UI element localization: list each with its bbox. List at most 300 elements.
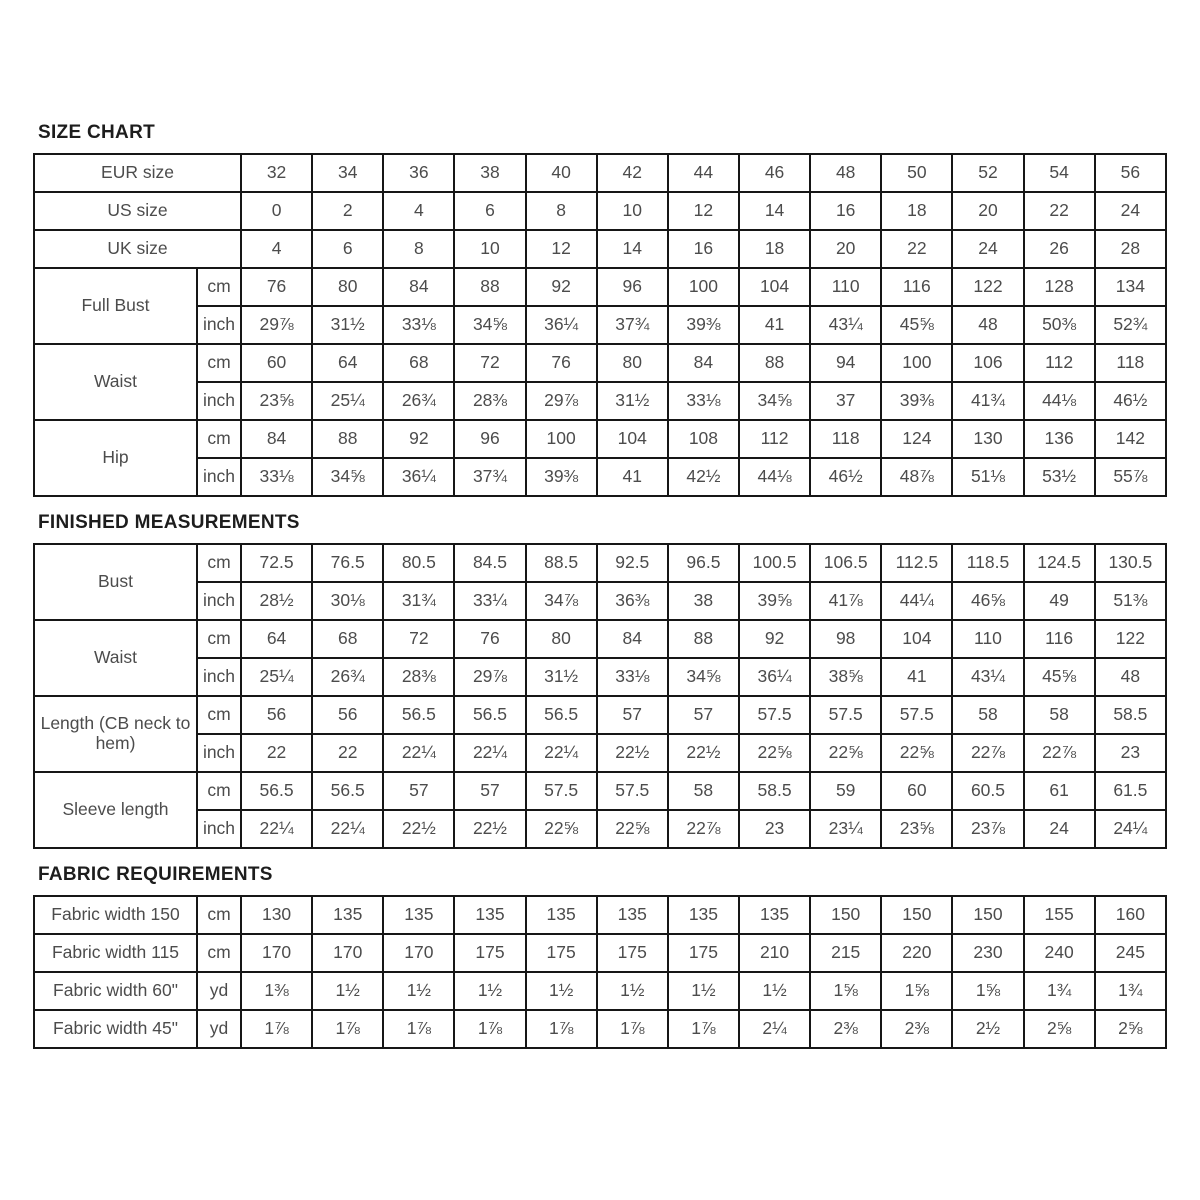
value-cell: 1½ (739, 972, 810, 1010)
value-cell: 135 (739, 896, 810, 934)
value-cell: 150 (881, 896, 952, 934)
value-cell: 26¾ (312, 658, 383, 696)
table-row (34, 230, 1166, 268)
value-cell: 130 (241, 896, 312, 934)
value-cell: 34⅝ (739, 382, 810, 420)
value-cell: 57 (668, 696, 739, 734)
value-cell: 10 (454, 230, 525, 268)
unit-label: cm (197, 544, 241, 582)
value-cell: 56 (241, 696, 312, 734)
value-cell: 22 (312, 734, 383, 772)
value-cell: 84 (597, 620, 668, 658)
value-cell: 40 (526, 154, 597, 192)
value-cell: 16 (810, 192, 881, 230)
value-cell: 39⅜ (526, 458, 597, 496)
table-row (34, 420, 1166, 458)
value-cell: 6 (312, 230, 383, 268)
value-cell: 22½ (383, 810, 454, 848)
value-cell: 45⅝ (881, 306, 952, 344)
value-cell: 22⅝ (739, 734, 810, 772)
value-cell: 51⅜ (1095, 582, 1166, 620)
value-cell: 92 (383, 420, 454, 458)
value-cell: 23 (739, 810, 810, 848)
value-cell: 104 (739, 268, 810, 306)
value-cell: 170 (312, 934, 383, 972)
value-cell: 23⅝ (241, 382, 312, 420)
value-cell: 31½ (597, 382, 668, 420)
value-cell: 56 (312, 696, 383, 734)
value-cell: 175 (454, 934, 525, 972)
value-cell: 4 (383, 192, 454, 230)
value-cell: 22⅞ (952, 734, 1023, 772)
value-cell: 12 (526, 230, 597, 268)
value-cell: 100 (526, 420, 597, 458)
row-label: Full Bust (34, 268, 197, 344)
value-cell: 1⅝ (810, 972, 881, 1010)
value-cell: 61 (1024, 772, 1095, 810)
value-cell: 34⅞ (526, 582, 597, 620)
value-cell: 136 (1024, 420, 1095, 458)
value-cell: 33⅛ (383, 306, 454, 344)
value-cell: 22½ (454, 810, 525, 848)
value-cell: 1⅞ (454, 1010, 525, 1048)
value-cell: 80 (526, 620, 597, 658)
value-cell: 110 (952, 620, 1023, 658)
value-cell: 33⅛ (668, 382, 739, 420)
row-label: Length (CB neck to hem) (34, 696, 197, 772)
value-cell: 1½ (383, 972, 454, 1010)
value-cell: 25¼ (241, 658, 312, 696)
value-cell: 48⅞ (881, 458, 952, 496)
table-row (34, 192, 1166, 230)
value-cell: 1⅞ (526, 1010, 597, 1048)
section-title: FINISHED MEASUREMENTS (38, 512, 300, 533)
value-cell: 31½ (312, 306, 383, 344)
sections-container (33, 122, 1167, 1049)
value-cell: 57.5 (810, 696, 881, 734)
table-row (34, 382, 1166, 420)
value-cell: 220 (881, 934, 952, 972)
row-label: UK size (34, 230, 241, 268)
value-cell: 24 (1024, 810, 1095, 848)
value-cell: 64 (312, 344, 383, 382)
value-cell: 80 (312, 268, 383, 306)
value-cell: 48 (810, 154, 881, 192)
value-cell: 84 (383, 268, 454, 306)
value-cell: 64 (241, 620, 312, 658)
value-cell: 0 (241, 192, 312, 230)
value-cell: 41 (739, 306, 810, 344)
row-label: Sleeve length (34, 772, 197, 848)
value-cell: 1⅞ (241, 1010, 312, 1048)
value-cell: 8 (383, 230, 454, 268)
value-cell: 1⅞ (383, 1010, 454, 1048)
row-label: Fabric width 115 (34, 934, 197, 972)
value-cell: 135 (526, 896, 597, 934)
value-cell: 38 (668, 582, 739, 620)
unit-label: cm (197, 896, 241, 934)
value-cell: 46½ (1095, 382, 1166, 420)
row-label: Fabric width 45" (34, 1010, 197, 1048)
table-row (34, 772, 1166, 810)
value-cell: 38 (454, 154, 525, 192)
value-cell: 20 (952, 192, 1023, 230)
value-cell: 170 (383, 934, 454, 972)
unit-label: cm (197, 268, 241, 306)
value-cell: 16 (668, 230, 739, 268)
measurement-table (33, 543, 1167, 849)
value-cell: 57.5 (597, 772, 668, 810)
table-row (34, 268, 1166, 306)
value-cell: 170 (241, 934, 312, 972)
table-row (34, 934, 1166, 972)
value-cell: 92.5 (597, 544, 668, 582)
value-cell: 88 (312, 420, 383, 458)
value-cell: 22¼ (526, 734, 597, 772)
value-cell: 34⅝ (454, 306, 525, 344)
unit-label: cm (197, 696, 241, 734)
value-cell: 56.5 (454, 696, 525, 734)
value-cell: 84.5 (454, 544, 525, 582)
value-cell: 2 (312, 192, 383, 230)
section-title: SIZE CHART (38, 122, 155, 143)
value-cell: 1½ (668, 972, 739, 1010)
value-cell: 215 (810, 934, 881, 972)
value-cell: 118.5 (952, 544, 1023, 582)
value-cell: 96.5 (668, 544, 739, 582)
value-cell: 2⅜ (881, 1010, 952, 1048)
unit-label: cm (197, 344, 241, 382)
value-cell: 24 (952, 230, 1023, 268)
value-cell: 68 (312, 620, 383, 658)
value-cell: 68 (383, 344, 454, 382)
value-cell: 36¼ (526, 306, 597, 344)
value-cell: 122 (1095, 620, 1166, 658)
value-cell: 41 (597, 458, 668, 496)
value-cell: 34⅝ (668, 658, 739, 696)
value-cell: 22¼ (312, 810, 383, 848)
value-cell: 22⅞ (1024, 734, 1095, 772)
value-cell: 22½ (597, 734, 668, 772)
value-cell: 96 (597, 268, 668, 306)
value-cell: 12 (668, 192, 739, 230)
value-cell: 45⅝ (1024, 658, 1095, 696)
value-cell: 34⅝ (312, 458, 383, 496)
unit-label: cm (197, 620, 241, 658)
unit-label: cm (197, 934, 241, 972)
value-cell: 22 (241, 734, 312, 772)
value-cell: 24¼ (1095, 810, 1166, 848)
value-cell: 80 (597, 344, 668, 382)
value-cell: 58 (952, 696, 1023, 734)
row-label: Fabric width 150 (34, 896, 197, 934)
value-cell: 20 (810, 230, 881, 268)
value-cell: 210 (739, 934, 810, 972)
value-cell: 128 (1024, 268, 1095, 306)
value-cell: 2¼ (739, 1010, 810, 1048)
value-cell: 58 (1024, 696, 1095, 734)
value-cell: 57 (383, 772, 454, 810)
row-label: US size (34, 192, 241, 230)
value-cell: 72 (454, 344, 525, 382)
value-cell: 58.5 (739, 772, 810, 810)
value-cell: 61.5 (1095, 772, 1166, 810)
value-cell: 52 (952, 154, 1023, 192)
value-cell: 23⅝ (881, 810, 952, 848)
value-cell: 28⅜ (383, 658, 454, 696)
value-cell: 22 (1024, 192, 1095, 230)
row-label: Fabric width 60" (34, 972, 197, 1010)
value-cell: 57 (597, 696, 668, 734)
value-cell: 56 (1095, 154, 1166, 192)
value-cell: 1⅜ (241, 972, 312, 1010)
value-cell: 59 (810, 772, 881, 810)
value-cell: 1⅝ (952, 972, 1023, 1010)
value-cell: 28⅜ (454, 382, 525, 420)
value-cell: 22¼ (383, 734, 454, 772)
value-cell: 116 (881, 268, 952, 306)
value-cell: 100 (881, 344, 952, 382)
value-cell: 44¼ (881, 582, 952, 620)
value-cell: 60 (881, 772, 952, 810)
value-cell: 112 (1024, 344, 1095, 382)
value-cell: 1⅞ (668, 1010, 739, 1048)
value-cell: 118 (1095, 344, 1166, 382)
row-label: Hip (34, 420, 197, 496)
value-cell: 57 (454, 772, 525, 810)
value-cell: 14 (597, 230, 668, 268)
value-cell: 175 (597, 934, 668, 972)
table-row (34, 810, 1166, 848)
value-cell: 42 (597, 154, 668, 192)
unit-label: yd (197, 1010, 241, 1048)
value-cell: 2½ (952, 1010, 1023, 1048)
unit-label: inch (197, 306, 241, 344)
value-cell: 23 (1095, 734, 1166, 772)
value-cell: 56.5 (383, 696, 454, 734)
value-cell: 55⅞ (1095, 458, 1166, 496)
value-cell: 84 (241, 420, 312, 458)
value-cell: 34 (312, 154, 383, 192)
value-cell: 22¼ (454, 734, 525, 772)
value-cell: 29⅞ (526, 382, 597, 420)
value-cell: 124 (881, 420, 952, 458)
table-row (34, 1010, 1166, 1048)
value-cell: 88.5 (526, 544, 597, 582)
value-cell: 22⅝ (597, 810, 668, 848)
unit-label: cm (197, 772, 241, 810)
value-cell: 44 (668, 154, 739, 192)
unit-label: inch (197, 382, 241, 420)
value-cell: 1⅞ (312, 1010, 383, 1048)
value-cell: 22¼ (241, 810, 312, 848)
value-cell: 130.5 (1095, 544, 1166, 582)
value-cell: 135 (597, 896, 668, 934)
value-cell: 36 (383, 154, 454, 192)
value-cell: 96 (454, 420, 525, 458)
value-cell: 2⅝ (1024, 1010, 1095, 1048)
value-cell: 28 (1095, 230, 1166, 268)
value-cell: 240 (1024, 934, 1095, 972)
value-cell: 18 (739, 230, 810, 268)
value-cell: 25¼ (312, 382, 383, 420)
value-cell: 39⅝ (739, 582, 810, 620)
value-cell: 46½ (810, 458, 881, 496)
value-cell: 106 (952, 344, 1023, 382)
value-cell: 33¼ (454, 582, 525, 620)
value-cell: 108 (668, 420, 739, 458)
table-row (34, 154, 1166, 192)
value-cell: 26 (1024, 230, 1095, 268)
value-cell: 130 (952, 420, 1023, 458)
value-cell: 4 (241, 230, 312, 268)
value-cell: 1⅝ (881, 972, 952, 1010)
value-cell: 88 (454, 268, 525, 306)
value-cell: 32 (241, 154, 312, 192)
value-cell: 43¼ (952, 658, 1023, 696)
value-cell: 56.5 (526, 696, 597, 734)
value-cell: 1½ (312, 972, 383, 1010)
value-cell: 1¾ (1095, 972, 1166, 1010)
value-cell: 76 (241, 268, 312, 306)
value-cell: 48 (1095, 658, 1166, 696)
value-cell: 41 (881, 658, 952, 696)
value-cell: 39⅜ (668, 306, 739, 344)
value-cell: 31½ (526, 658, 597, 696)
value-cell: 23⅞ (952, 810, 1023, 848)
value-cell: 110 (810, 268, 881, 306)
value-cell: 135 (383, 896, 454, 934)
table-row (34, 344, 1166, 382)
value-cell: 72.5 (241, 544, 312, 582)
value-cell: 39⅜ (881, 382, 952, 420)
value-cell: 58.5 (1095, 696, 1166, 734)
value-cell: 6 (454, 192, 525, 230)
unit-label: yd (197, 972, 241, 1010)
value-cell: 41¾ (952, 382, 1023, 420)
unit-label: inch (197, 734, 241, 772)
value-cell: 175 (668, 934, 739, 972)
measurement-table (33, 153, 1167, 497)
value-cell: 106.5 (810, 544, 881, 582)
value-cell: 14 (739, 192, 810, 230)
value-cell: 76 (454, 620, 525, 658)
value-cell: 33⅛ (597, 658, 668, 696)
value-cell: 245 (1095, 934, 1166, 972)
value-cell: 58 (668, 772, 739, 810)
value-cell: 150 (952, 896, 1023, 934)
value-cell: 76 (526, 344, 597, 382)
value-cell: 92 (526, 268, 597, 306)
value-cell: 29⅞ (454, 658, 525, 696)
value-cell: 160 (1095, 896, 1166, 934)
value-cell: 98 (810, 620, 881, 658)
value-cell: 104 (881, 620, 952, 658)
value-cell: 135 (668, 896, 739, 934)
value-cell: 51⅛ (952, 458, 1023, 496)
value-cell: 175 (526, 934, 597, 972)
table-row (34, 696, 1166, 734)
value-cell: 43¼ (810, 306, 881, 344)
value-cell: 142 (1095, 420, 1166, 458)
value-cell: 28½ (241, 582, 312, 620)
unit-label: cm (197, 420, 241, 458)
value-cell: 112.5 (881, 544, 952, 582)
value-cell: 60 (241, 344, 312, 382)
value-cell: 10 (597, 192, 668, 230)
value-cell: 48 (952, 306, 1023, 344)
table-row (34, 972, 1166, 1010)
value-cell: 57.5 (881, 696, 952, 734)
table-row (34, 306, 1166, 344)
section-title: FABRIC REQUIREMENTS (38, 864, 273, 885)
value-cell: 23¼ (810, 810, 881, 848)
value-cell: 44⅛ (739, 458, 810, 496)
value-cell: 38⅝ (810, 658, 881, 696)
value-cell: 8 (526, 192, 597, 230)
value-cell: 112 (739, 420, 810, 458)
value-cell: 76.5 (312, 544, 383, 582)
value-cell: 118 (810, 420, 881, 458)
table-row (34, 582, 1166, 620)
row-label: Waist (34, 344, 197, 420)
value-cell: 2⅜ (810, 1010, 881, 1048)
value-cell: 29⅞ (241, 306, 312, 344)
value-cell: 134 (1095, 268, 1166, 306)
table-row (34, 734, 1166, 772)
value-cell: 80.5 (383, 544, 454, 582)
unit-label: inch (197, 458, 241, 496)
value-cell: 94 (810, 344, 881, 382)
value-cell: 37 (810, 382, 881, 420)
value-cell: 2⅝ (1095, 1010, 1166, 1048)
value-cell: 124.5 (1024, 544, 1095, 582)
value-cell: 1½ (597, 972, 668, 1010)
value-cell: 33⅛ (241, 458, 312, 496)
table-row (34, 896, 1166, 934)
value-cell: 100.5 (739, 544, 810, 582)
value-cell: 50⅜ (1024, 306, 1095, 344)
table-row (34, 458, 1166, 496)
value-cell: 1½ (454, 972, 525, 1010)
value-cell: 26¾ (383, 382, 454, 420)
value-cell: 135 (454, 896, 525, 934)
value-cell: 72 (383, 620, 454, 658)
value-cell: 104 (597, 420, 668, 458)
unit-label: inch (197, 658, 241, 696)
value-cell: 52¾ (1095, 306, 1166, 344)
value-cell: 18 (881, 192, 952, 230)
value-cell: 46⅝ (952, 582, 1023, 620)
unit-label: inch (197, 582, 241, 620)
value-cell: 22⅝ (881, 734, 952, 772)
value-cell: 22⅝ (526, 810, 597, 848)
value-cell: 100 (668, 268, 739, 306)
measurement-table (33, 895, 1167, 1049)
value-cell: 30⅛ (312, 582, 383, 620)
value-cell: 84 (668, 344, 739, 382)
value-cell: 155 (1024, 896, 1095, 934)
value-cell: 1¾ (1024, 972, 1095, 1010)
unit-label: inch (197, 810, 241, 848)
value-cell: 57.5 (739, 696, 810, 734)
value-cell: 88 (739, 344, 810, 382)
value-cell: 88 (668, 620, 739, 658)
value-cell: 116 (1024, 620, 1095, 658)
value-cell: 53½ (1024, 458, 1095, 496)
value-cell: 22⅞ (668, 810, 739, 848)
value-cell: 54 (1024, 154, 1095, 192)
